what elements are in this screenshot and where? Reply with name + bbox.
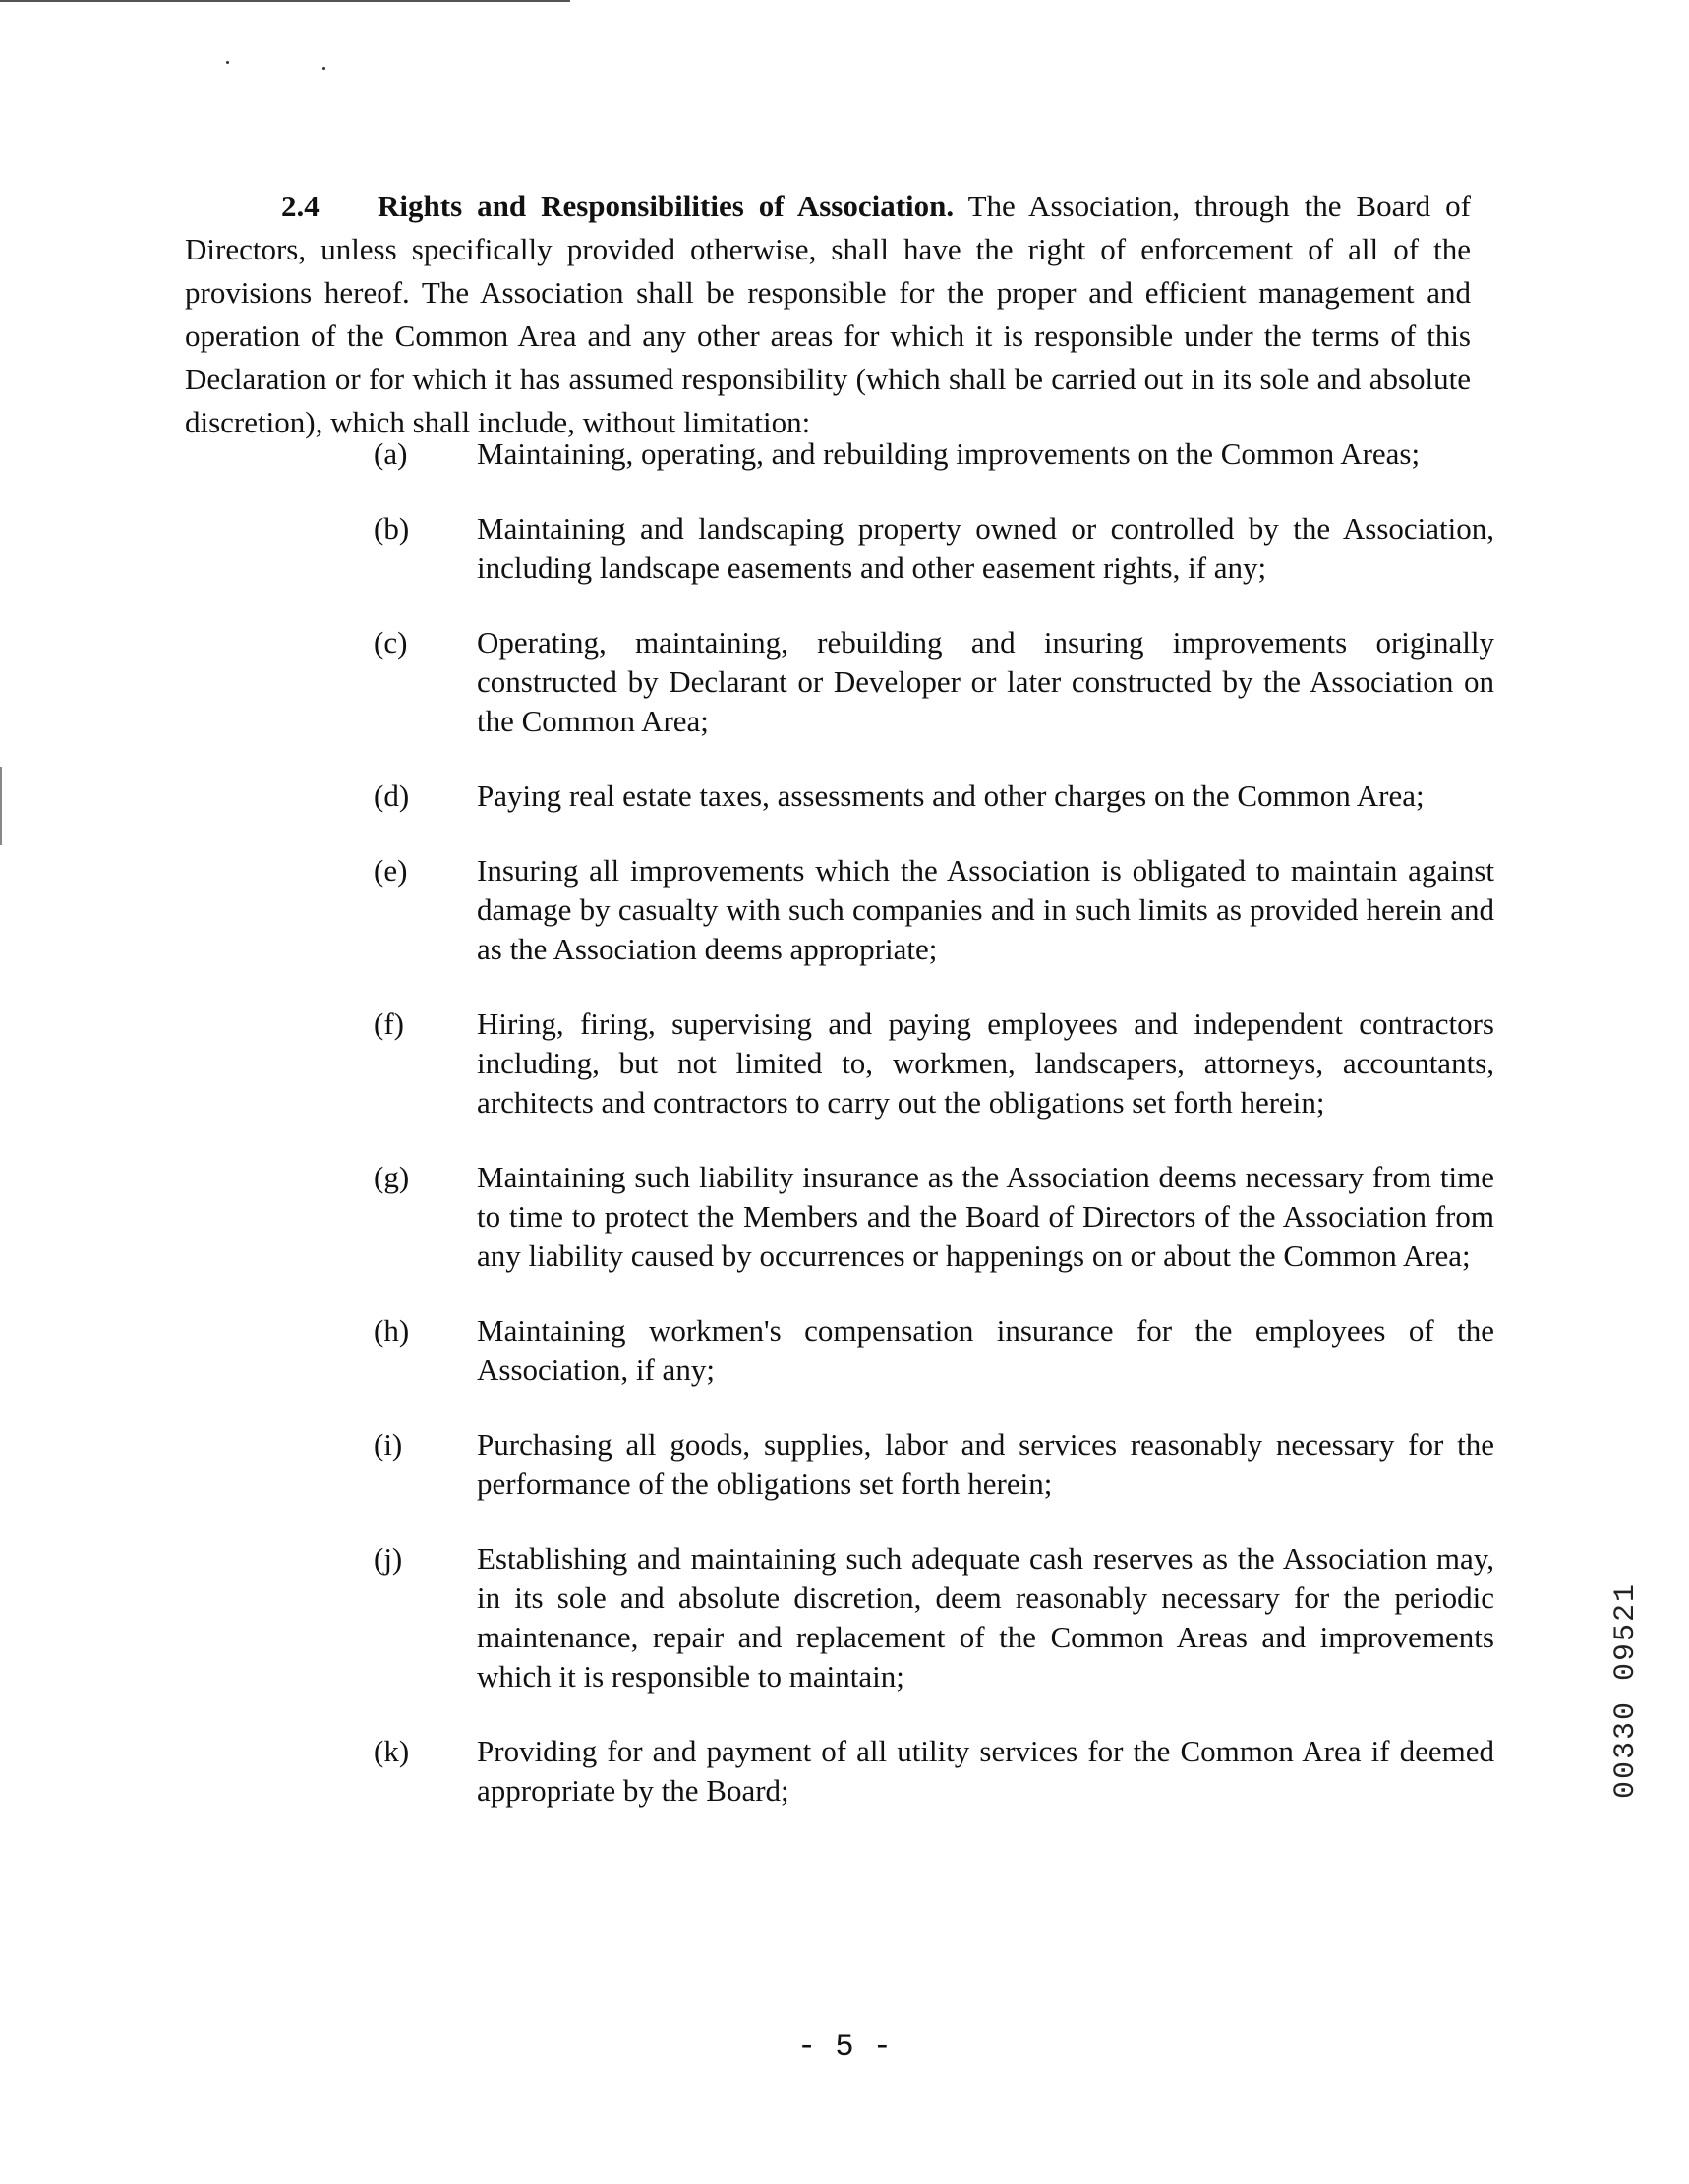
section-2-4 [185, 185, 1471, 444]
list-item-text: Paying real estate taxes, assessments and other charges on the Common Area; [477, 778, 1425, 813]
list-item [374, 1539, 1494, 1696]
list-item-text: Maintaining such liability insurance as the Association deems necessary from time to time to protect the Members and the Board of Directors of the Association from any liability caused by occurrences or happenings on or about the Common Area; [477, 1160, 1494, 1273]
list-item [374, 1425, 1494, 1504]
section-number: 2.4 [281, 189, 320, 223]
list-marker: (i) [374, 1427, 403, 1462]
list-item-text: Establishing and maintaining such adequate cash reserves as the Association may, in its sole and absolute discretion, deem reasonably necessary for the periodic maintenance, repair and replacement of the Common Areas and improvements which it is responsible to maintain; [477, 1541, 1494, 1694]
list-marker: (g) [374, 1160, 410, 1194]
list-marker: (b) [374, 511, 410, 546]
list-marker: (e) [374, 853, 408, 888]
list-item-text: Operating, maintaining, rebuilding and insuring improvements originally constructed by Declarant or Developer or later constructed by the Association on the Common Area; [477, 625, 1494, 738]
list-item [374, 776, 1494, 816]
section-body: The Association, through the Board of Directors, unless specifically provided otherwise, shall have the right of enforcement of all of the provisions hereof. The Association shall be responsible for the proper and efficient management and operation of the Common Area and any other areas for which it is responsible under the terms of this Declaration or for which it has assumed responsibility (which shall be carried out in its sole and absolute discretion), which shall include, without limitation: [185, 189, 1471, 439]
list-item-text: Insuring all improvements which the Association is obligated to maintain against damage by casualty with such companies and in such limits as provided herein and as the Association deems appropriate; [477, 853, 1494, 966]
scan-speck [226, 61, 229, 64]
list-item-text: Maintaining, operating, and rebuilding improvements on the Common Areas; [477, 436, 1421, 471]
list-marker: (c) [374, 625, 408, 660]
list-marker: (h) [374, 1313, 410, 1348]
list-item-text: Hiring, firing, supervising and paying employees and independent contractors including, but not limited to, workmen, landscapers, attorneys, accountants, architects and contractors to carry out the obligations set forth herein; [477, 1006, 1494, 1120]
list-item-text: Maintaining and landscaping property owned or controlled by the Association, including landscape easements and other easement rights, if any; [477, 511, 1494, 585]
top-edge-rule [0, 0, 570, 2]
section-heading: Rights and Responsibilities of Association. [378, 189, 955, 223]
list-item [374, 1005, 1494, 1122]
list-item [374, 1158, 1494, 1276]
list-item-text: Purchasing all goods, supplies, labor and services reasonably necessary for the performance of the obligations set forth herein; [477, 1427, 1494, 1501]
list-marker: (f) [374, 1006, 404, 1041]
list-item [374, 509, 1494, 588]
responsibilities-list [374, 434, 1494, 1846]
list-marker: (d) [374, 778, 410, 813]
list-marker: (k) [374, 1734, 410, 1768]
list-item [374, 851, 1494, 969]
scan-edge-mark [0, 767, 2, 845]
list-item [374, 1311, 1494, 1390]
list-item [374, 1732, 1494, 1810]
list-marker: (a) [374, 436, 408, 471]
scan-speck [322, 67, 325, 70]
list-item-text: Maintaining workmen's compensation insurance for the employees of the Association, if any; [477, 1313, 1494, 1387]
list-marker: (j) [374, 1541, 403, 1576]
page-number: - 5 - [796, 2029, 892, 2065]
list-item-text: Providing for and payment of all utility services for the Common Area if deemed appropriate by the Board; [477, 1734, 1494, 1808]
list-item [374, 434, 1494, 474]
list-item [374, 623, 1494, 741]
recording-stamp: 00330 09521 [1609, 1582, 1643, 1800]
